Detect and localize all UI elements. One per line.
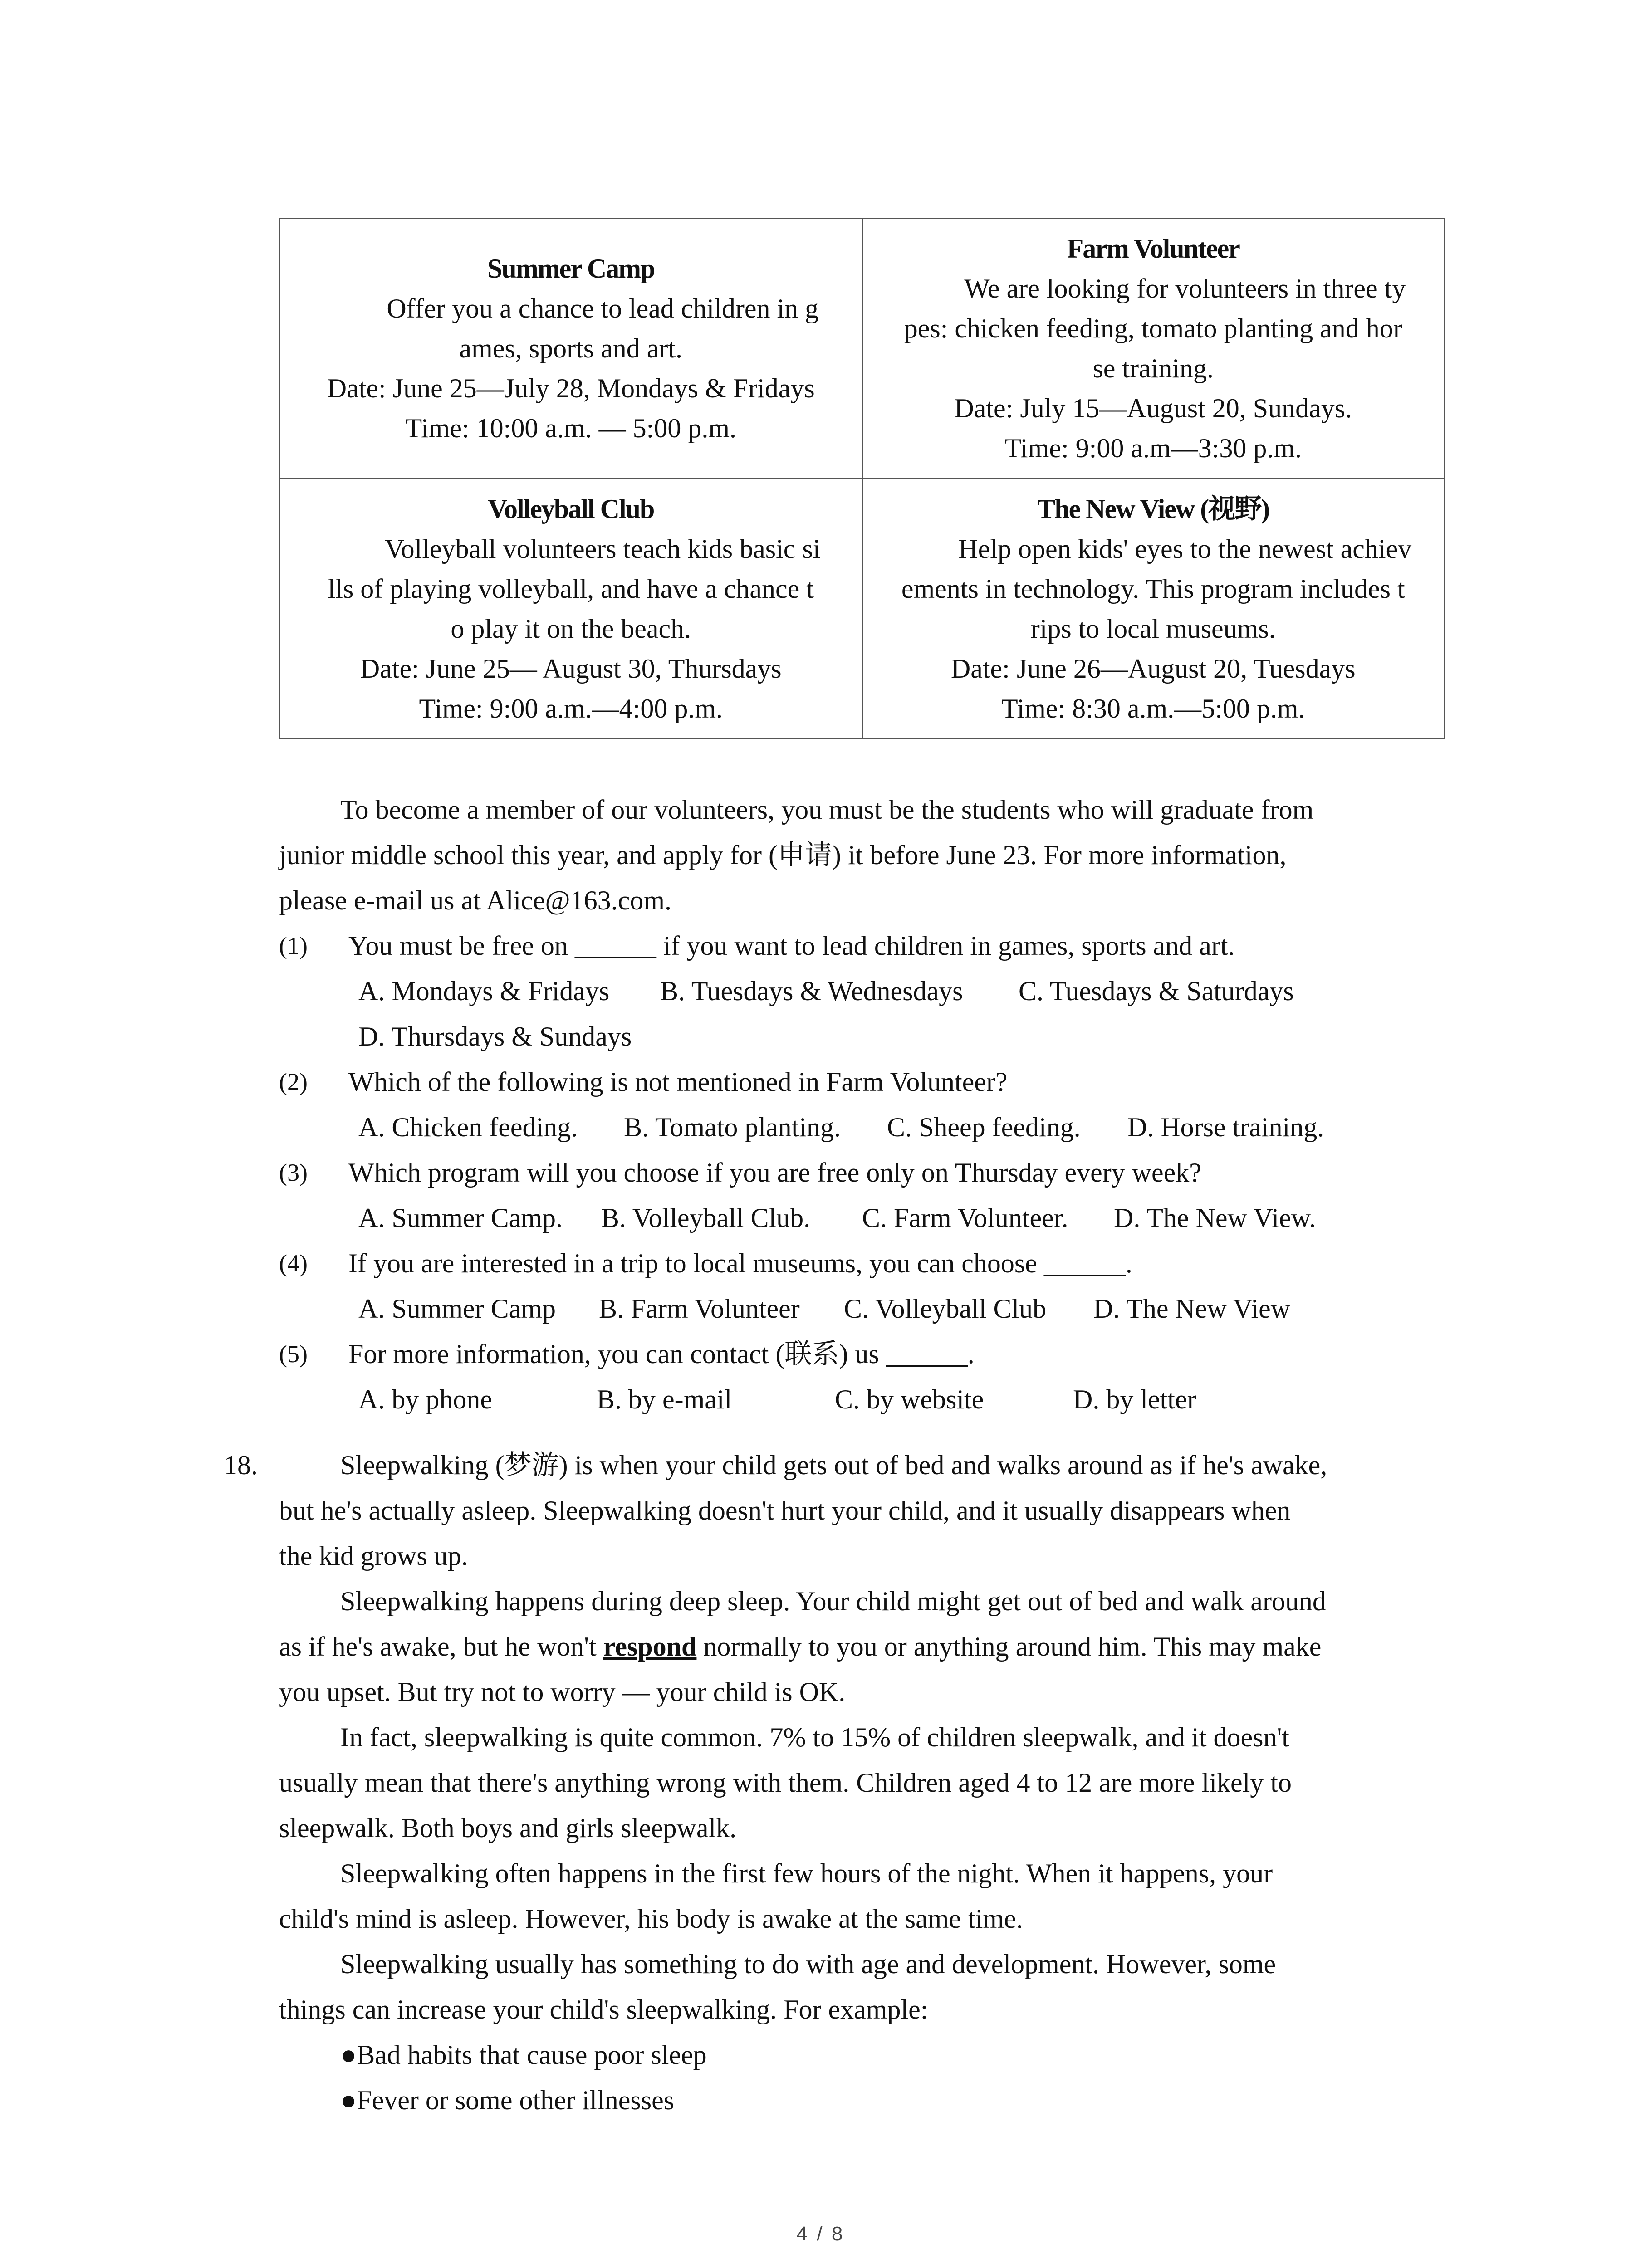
passage-line: Sleepwalking happens during deep sleep. Your child might get out of bed and walk around xyxy=(340,1586,1326,1616)
cell-desc-line: ements in technology. This program includes t xyxy=(901,573,1405,604)
keyword-respond: respond xyxy=(603,1632,697,1662)
cell-desc-line: pes: chicken feeding, tomato planting and hor xyxy=(904,313,1402,344)
passage-line: but he's actually asleep. Sleepwalking doesn't hurt your child, and it usually disappears when xyxy=(279,1496,1291,1525)
passage-line xyxy=(279,1624,1445,1669)
passage-line: you upset. But try not to worry — your child is OK. xyxy=(279,1677,846,1707)
cell-title: Summer Camp xyxy=(487,254,655,284)
passage-text: as if he's awake, but he won't xyxy=(279,1632,603,1662)
question-text: For more information, you can contact (联系) us ______. xyxy=(348,1339,975,1369)
bullet-item: ●Bad habits that cause poor sleep xyxy=(340,2040,707,2070)
summer-camp-cell xyxy=(280,219,862,479)
option: A. Mondays & Fridays xyxy=(358,976,610,1006)
cell-title: The New View (视野) xyxy=(1037,494,1269,524)
passage-line: the kid grows up. xyxy=(279,1541,468,1571)
option: D. The New View xyxy=(1093,1294,1291,1324)
passage-line: things can increase your child's sleepwalking. For example: xyxy=(279,1994,928,2024)
cell-desc-line: Volleyball volunteers teach kids basic si xyxy=(385,533,821,564)
option: D. Horse training. xyxy=(1127,1112,1324,1142)
passage-line: Sleepwalking often happens in the first few hours of the night. When it happens, your xyxy=(340,1858,1273,1888)
question-text: You must be free on ______ if you want to lead children in games, sports and art. xyxy=(348,931,1235,961)
option: C. Sheep feeding. xyxy=(887,1112,1081,1142)
cell-desc-line: We are looking for volunteers in three ty xyxy=(964,274,1406,304)
question-number: (1) xyxy=(279,932,308,959)
bullet-item: ●Fever or some other illnesses xyxy=(340,2085,675,2115)
option: B. Tuesdays & Wednesdays xyxy=(660,976,963,1006)
intro-line: To become a member of our volunteers, you must be the students who will graduate from xyxy=(340,795,1314,825)
page-number: 4 / 8 xyxy=(796,2223,845,2245)
cell-date: Date: July 15—August 20, Sundays. xyxy=(954,393,1352,424)
cell-desc-line: ames, sports and art. xyxy=(459,333,683,364)
new-view-cell xyxy=(862,479,1445,739)
option: A. by phone xyxy=(358,1384,492,1414)
question-number: (5) xyxy=(279,1340,308,1368)
activity-table xyxy=(279,218,1445,739)
option: C. Tuesdays & Saturdays xyxy=(1019,976,1294,1006)
intro-paragraph xyxy=(279,787,1445,923)
question-text: Which program will you choose if you are free only on Thursday every week? xyxy=(348,1158,1201,1188)
option: C. by website xyxy=(835,1384,984,1414)
passage-text: normally to you or anything around him. This may make xyxy=(696,1632,1322,1662)
option: D. Thursdays & Sundays xyxy=(358,1022,632,1051)
intro-line: junior middle school this year, and apply for (申请) it before June 23. For more information, xyxy=(279,840,1287,870)
question-number: (2) xyxy=(279,1068,308,1095)
question-text: Which of the following is not mentioned in Farm Volunteer? xyxy=(348,1067,1008,1097)
cell-desc-line: Help open kids' eyes to the newest achiev xyxy=(958,533,1412,564)
cell-time: Time: 9:00 a.m—3:30 p.m. xyxy=(1004,433,1302,464)
passage-line: Sleepwalking (梦游) is when your child gets out of bed and walks around as if he's awake, xyxy=(340,1450,1327,1480)
cell-desc-line: o play it on the beach. xyxy=(451,613,691,644)
cell-time: Time: 8:30 a.m.—5:00 p.m. xyxy=(1001,693,1305,723)
option: B. Tomato planting. xyxy=(624,1112,841,1142)
question-text: If you are interested in a trip to local museums, you can choose ______. xyxy=(348,1248,1132,1278)
passage-18 xyxy=(279,1442,1445,2123)
cell-desc-line: rips to local museums. xyxy=(1030,613,1276,644)
cell-title: Volleyball Club xyxy=(488,494,654,524)
option: A. Summer Camp. xyxy=(358,1203,563,1233)
item-number: 18. xyxy=(224,1450,258,1480)
passage-line: usually mean that there's anything wrong with them. Children aged 4 to 12 are more likely to xyxy=(279,1768,1292,1798)
cell-date: Date: June 25— August 30, Thursdays xyxy=(360,653,782,684)
cell-date: Date: June 25—July 28, Mondays & Fridays xyxy=(327,373,815,404)
passage-line: Sleepwalking usually has something to do with age and development. However, some xyxy=(340,1949,1276,1979)
option: C. Farm Volunteer. xyxy=(862,1203,1068,1233)
option: A. Summer Camp xyxy=(358,1294,556,1324)
passage-line: In fact, sleepwalking is quite common. 7% to 15% of children sleepwalk, and it doesn't xyxy=(340,1722,1289,1752)
intro-line: please e-mail us at Alice@163.com. xyxy=(279,885,671,915)
passage-line: child's mind is asleep. However, his body is awake at the same time. xyxy=(279,1904,1023,1934)
option: D. by letter xyxy=(1073,1384,1196,1414)
option: A. Chicken feeding. xyxy=(358,1112,578,1142)
cell-date: Date: June 26—August 20, Tuesdays xyxy=(950,653,1356,684)
option: D. The New View. xyxy=(1114,1203,1316,1233)
passage-line: sleepwalk. Both boys and girls sleepwalk. xyxy=(279,1813,737,1843)
table-row xyxy=(280,479,1445,739)
cell-desc-line: lls of playing volleyball, and have a chance t xyxy=(328,573,814,604)
cell-time: Time: 9:00 a.m.—4:00 p.m. xyxy=(419,693,723,723)
cell-time: Time: 10:00 a.m. — 5:00 p.m. xyxy=(405,413,736,444)
question-number: (4) xyxy=(279,1250,308,1277)
table-row xyxy=(280,219,1445,479)
question-number: (3) xyxy=(279,1159,308,1186)
cell-desc-line: Offer you a chance to lead children in g xyxy=(387,293,819,324)
option: B. by e-mail xyxy=(597,1384,732,1414)
option: B. Farm Volunteer xyxy=(599,1294,800,1324)
cell-title: Farm Volunteer xyxy=(1067,234,1239,264)
option: C. Volleyball Club xyxy=(844,1294,1047,1324)
farm-volunteer-cell xyxy=(862,219,1445,479)
cell-desc-line: se training. xyxy=(1092,353,1214,384)
option: B. Volleyball Club. xyxy=(601,1203,811,1233)
volleyball-club-cell xyxy=(280,479,862,739)
